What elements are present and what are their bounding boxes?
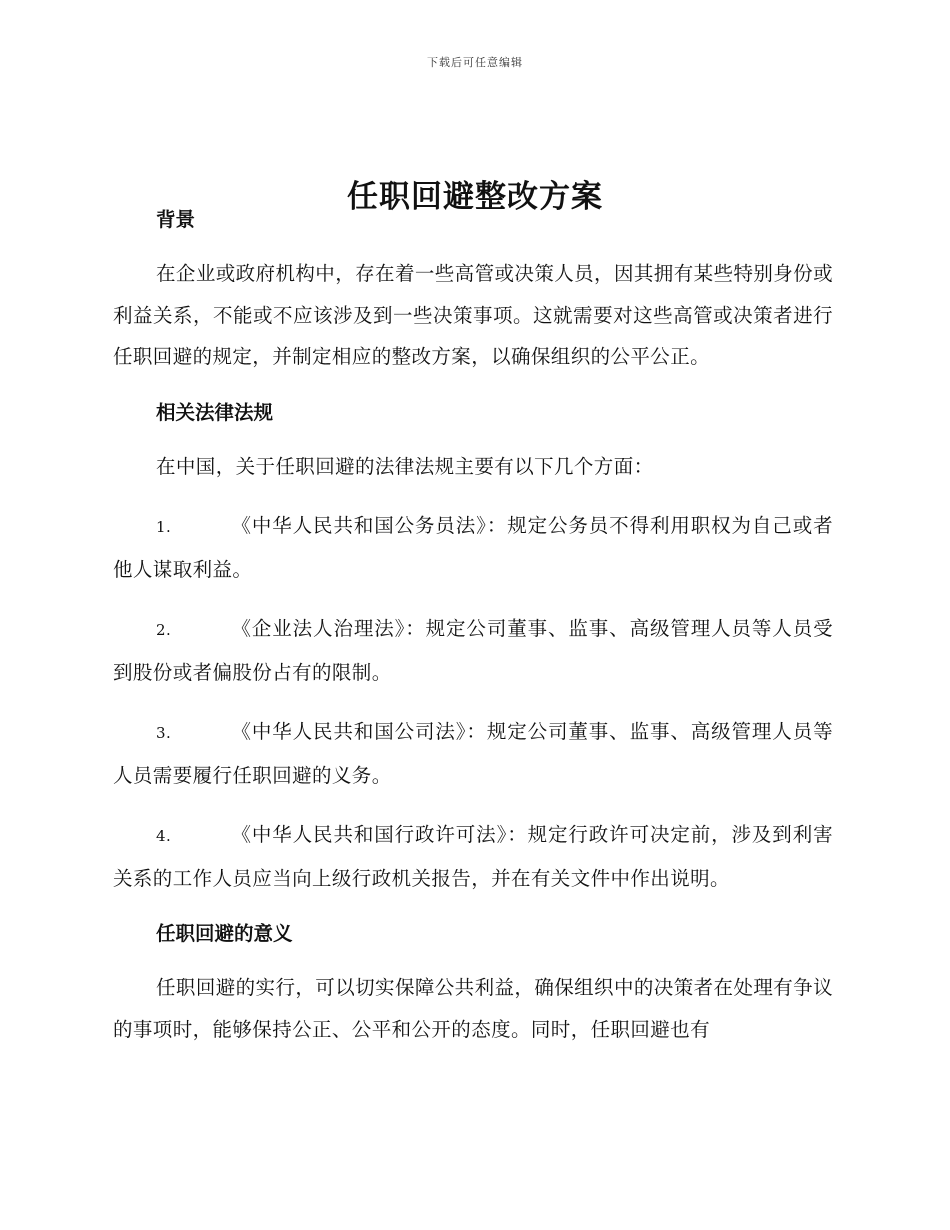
- list-item-text: 《中华人民共和国行政许可法》：规定行政许可决定前，涉及到利害关系的工作人员应当向上级行政机关报告，并在有关文件中作出说明。: [113, 823, 833, 890]
- law-list-item: [113, 608, 833, 693]
- section-heading-laws: 相关法律法规: [156, 400, 274, 424]
- law-list-item: [113, 711, 833, 796]
- law-list-item: [113, 505, 833, 590]
- section-heading-significance: 任职回避的意义: [156, 922, 293, 945]
- list-item-text: 《中华人民共和国公司法》：规定公司董事、监事、高级管理人员等人员需要履行任职回避的义务。: [113, 720, 833, 787]
- background-paragraph: 在企业或政府机构中，存在着一些高管或决策人员，因其拥有某些特别身份或利益关系，不能或不应该涉及到一些决策事项。这就需要对这些高管或决策者进行任职回避的规定，并制定相应的整改方案，以确保组织的公平公正。: [113, 262, 833, 368]
- section-heading-background: 背景: [156, 208, 196, 231]
- list-item-number: 3.: [156, 724, 172, 742]
- list-item-number: 4.: [156, 827, 172, 845]
- significance-paragraph: 任职回避的实行，可以切实保障公共利益，确保组织中的决策者在处理有争议的事项时，能够保持公正、公平和公开的态度。同时，任职回避也有: [113, 976, 833, 1041]
- document-title: 任职回避整改方案: [347, 178, 603, 215]
- list-item-number: 2.: [156, 621, 172, 639]
- list-item-text: 《企业法人治理法》：规定公司董事、监事、高级管理人员等人员受到股份或者偏股份占有的限制。: [113, 617, 833, 684]
- header-note: 下载后可任意编辑: [427, 56, 523, 69]
- list-item-text: 《中华人民共和国公务员法》：规定公务员不得利用职权为自己或者他人谋取利益。: [113, 514, 833, 581]
- law-list-item: [113, 814, 833, 899]
- document-body: [113, 203, 833, 1050]
- list-item-number: 1.: [156, 518, 172, 536]
- laws-intro-paragraph: 在中国，关于任职回避的法律法规主要有以下几个方面：: [156, 454, 654, 478]
